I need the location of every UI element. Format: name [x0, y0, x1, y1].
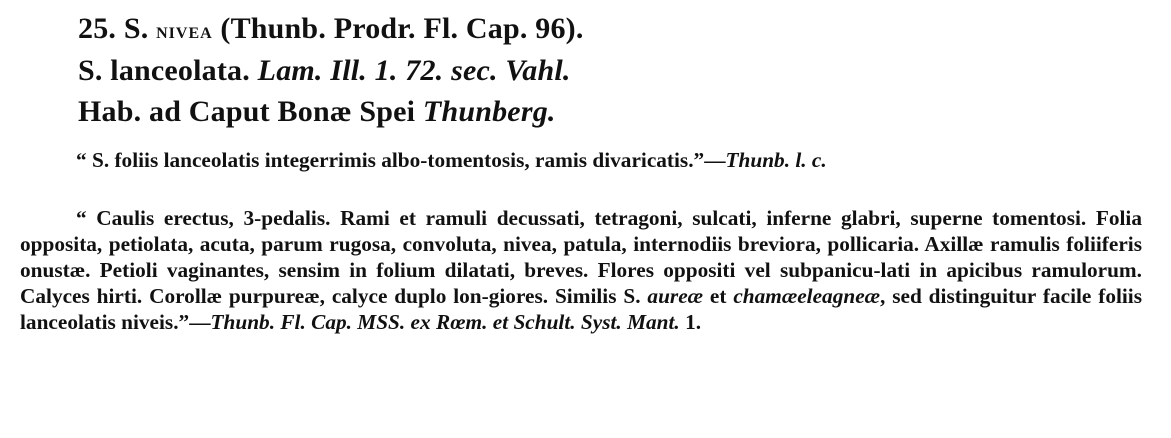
species-number: 25.: [78, 12, 117, 45]
habitat-line: [78, 95, 556, 129]
species-heading: [78, 12, 584, 48]
quote2-text-a: “ Caulis erectus, 3-pedalis. Rami et ramuli decussati, tetragoni, sulcati, inferne glabri, superne tomentosi. Folia opposita, petiolata, acuta, parum rugosa, convoluta, nivea, patula, internodiis breviora, pollicaria. Axillæ ramulis foliiferis onustæ. Petioli vaginantes, sensim in folium dilatati, breves. Flores oppositi vel subpanicu-lati in apicibus ramulorum. Calyces hirti. Corollæ purpureæ, calyce duplo lon-giores. Similis S.: [20, 206, 1142, 308]
synonym-line: [78, 54, 571, 88]
synonym-citation: Lam. Ill. 1. 72. sec. Vahl.: [257, 54, 571, 87]
quote2-text-c: , sed distinguitur facile foliis lanceolatis niveis.”—: [20, 284, 1142, 334]
quote2-source: Thunb. Fl. Cap. MSS. ex Rœm. et Schult. Syst. Mant.: [210, 310, 680, 334]
quote1-text: “ S. foliis lanceolatis integerrimis albo-tomentosis, ramis divaricatis.”—: [76, 148, 726, 172]
species-name: nivea: [156, 18, 213, 43]
quote-paragraph-2: [20, 205, 1142, 335]
species-citation: (Thunb. Prodr. Fl. Cap. 96).: [220, 12, 584, 45]
quote2-species-2: chamæeleagneæ: [733, 284, 881, 308]
quote-paragraph-1: [20, 147, 1142, 173]
habitat-text: Hab. ad Caput Bonæ Spei: [78, 95, 416, 128]
quote2-text-b: et: [709, 284, 727, 308]
habitat-author: Thunberg.: [422, 95, 556, 128]
quote2-source-tail: 1.: [685, 310, 702, 334]
quote2-species-1: aureæ: [647, 284, 704, 308]
synonym-name: S. lanceolata.: [78, 54, 250, 87]
quote1-source: Thunb. l. c.: [725, 148, 827, 172]
genus-abbrev: S.: [123, 12, 149, 45]
